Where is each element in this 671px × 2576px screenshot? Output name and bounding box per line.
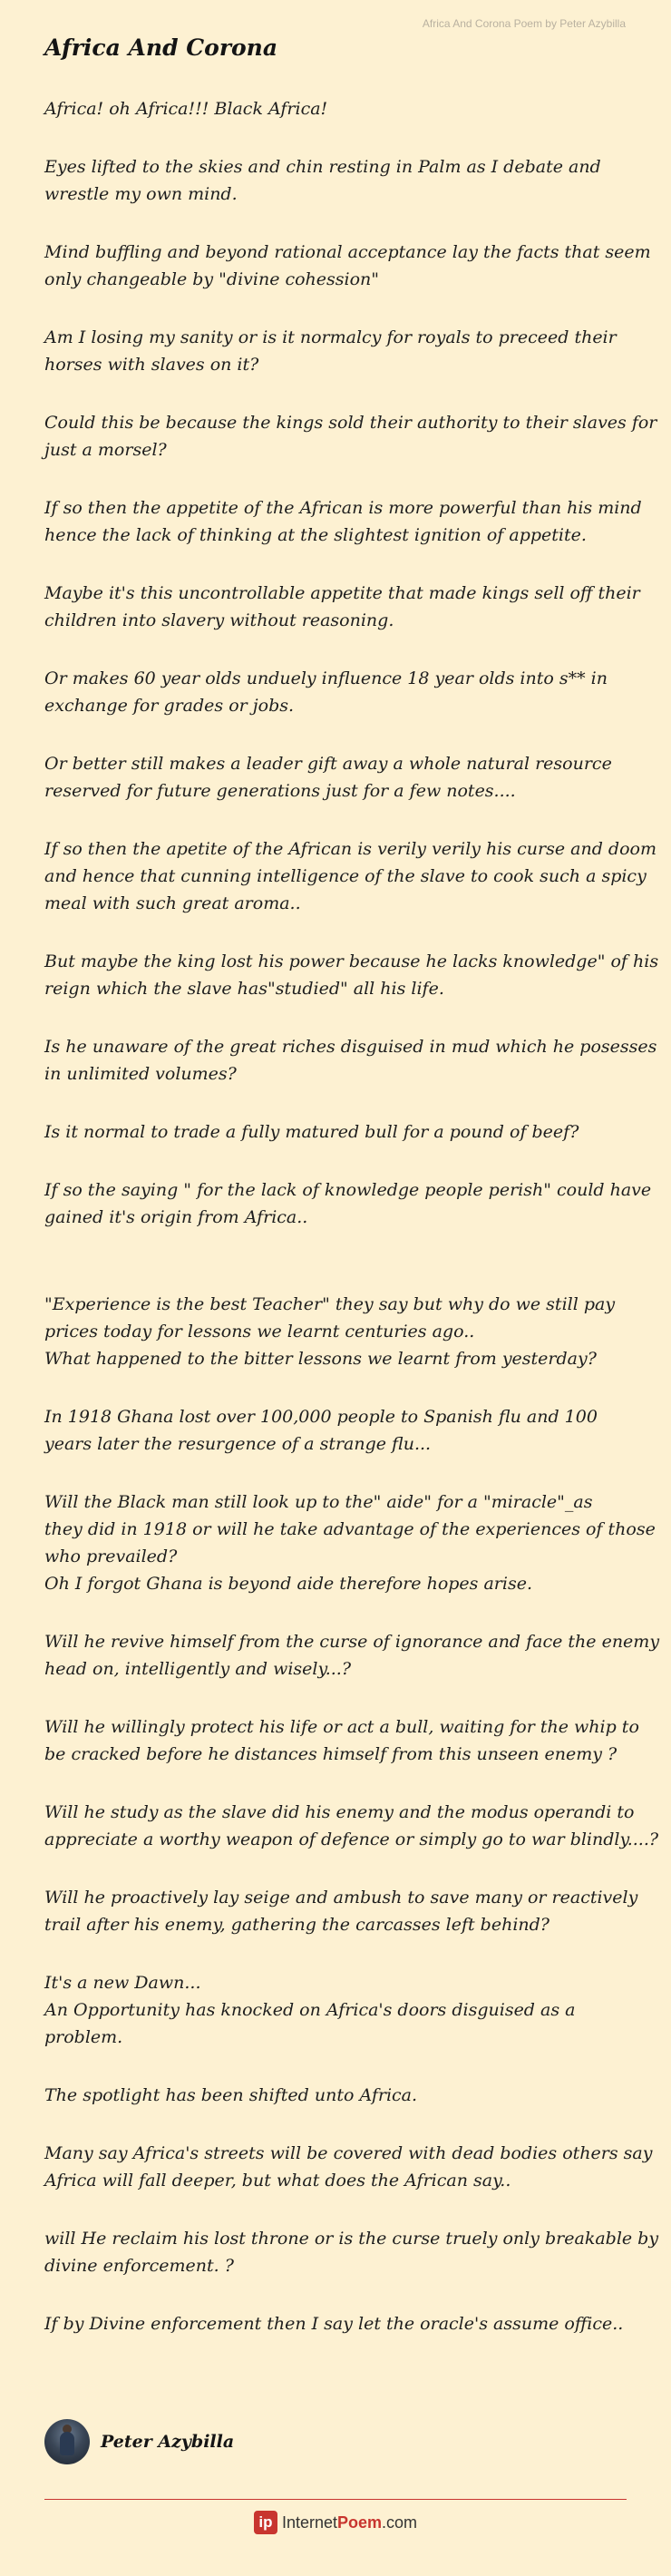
poem-line: Is it normal to trade a fully matured bull for a pound of beef? <box>44 1122 579 1142</box>
poem-line: Will the Black man still look up to the" aide" for a "miracle"_as <box>44 1492 593 1512</box>
poem-stanza <box>44 409 657 463</box>
brand-text[interactable] <box>282 2513 417 2532</box>
poem-line: Will he study as the slave did his enemy and the modus operandi to <box>44 1802 635 1822</box>
poem-line: Will he proactively lay seige and ambush to save many or reactively <box>44 1888 638 1908</box>
poem-stanza <box>44 1884 638 1938</box>
poem-line: Is he unaware of the great riches disguised in mud which he posesses <box>44 1037 657 1057</box>
poem-line: reign which the slave has"studied" all his life. <box>44 979 444 999</box>
poem-line: The spotlight has been shifted unto Africa. <box>44 2085 418 2105</box>
poem-line: Mind buffling and beyond rational acceptance lay the facts that seem <box>44 242 651 262</box>
poem-line: An Opportunity has knocked on Africa's doors disguised as a <box>44 2000 576 2020</box>
brand-suffix: Poem <box>337 2513 383 2532</box>
poem-line: If so then the apetite of the African is verily verily his curse and doom <box>44 839 656 859</box>
poem-line: Could this be because the kings sold their authority to their slaves for <box>44 413 657 433</box>
poem-line: years later the resurgence of a strange flu... <box>44 1434 432 1454</box>
poem-stanza <box>44 1628 660 1683</box>
poem-line: Many say Africa's streets will be covered with dead bodies others say <box>44 2143 653 2163</box>
poem-line: "Experience is the best Teacher" they say but why do we still pay <box>44 1294 616 1314</box>
poem-line: trail after his enemy, gathering the carcasses left behind? <box>44 1915 549 1935</box>
poem-stanza <box>44 324 629 378</box>
stanza-spacer <box>44 1262 629 1291</box>
page-header-credit: Africa And Corona Poem by Peter Azybilla <box>422 17 626 30</box>
poem-line: Will he revive himself from the curse of ignorance and face the enemy <box>44 1632 660 1652</box>
poem-line: appreciate a worthy weapon of defence or simply go to war blindly....? <box>44 1830 659 1849</box>
poem-line: exchange for grades or jobs. <box>44 696 295 716</box>
poem-line: What happened to the bitter lessons we learnt from yesterday? <box>44 1349 597 1369</box>
poem-stanza <box>44 2082 629 2109</box>
brand-prefix: Internet <box>281 2513 337 2532</box>
poem-line: If by Divine enforcement then I say let the oracle's assume office.. <box>44 2314 624 2334</box>
author-name-link[interactable]: Peter Azybilla <box>101 2432 235 2452</box>
poem-line: in unlimited volumes? <box>44 1064 237 1084</box>
poem-line: head on, intelligently and wisely...? <box>44 1659 352 1679</box>
poem-line: In 1918 Ghana lost over 100,000 people to Spanish flu and 100 <box>44 1407 598 1427</box>
poem-line: meal with such great aroma.. <box>44 893 301 913</box>
poem-line: and hence that cunning intelligence of the slave to cook such a spicy <box>44 866 647 886</box>
poem-stanza <box>44 1033 657 1088</box>
poem-stanza <box>44 1799 659 1853</box>
poem-line: wrestle my own mind. <box>44 184 238 204</box>
poem-stanza <box>44 2225 659 2279</box>
poem-line: reserved for future generations just for a few notes.... <box>44 781 516 801</box>
poem-stanza <box>44 494 642 549</box>
poem-stanza <box>44 1488 656 1597</box>
poem-stanza <box>44 1176 652 1231</box>
poem-line: horses with slaves on it? <box>44 355 259 375</box>
poem-stanza <box>44 1713 639 1768</box>
poem-line: Africa will fall deeper, but what does the African say.. <box>44 2171 511 2191</box>
poem-line: they did in 1918 or will he take advantage of the experiences of those <box>44 1519 656 1539</box>
ip-logo-icon: ip <box>254 2511 277 2534</box>
poem-stanza <box>44 1291 629 1372</box>
poem-line: be cracked before he distances himself from this unseen enemy ? <box>44 1744 618 1764</box>
poem-line: Will he willingly protect his life or act a bull, waiting for the whip to <box>44 1717 639 1737</box>
poem-stanza <box>44 665 629 719</box>
author-avatar[interactable] <box>44 2419 90 2464</box>
poem-line: only changeable by "divine cohession" <box>44 269 380 289</box>
poem-line: Eyes lifted to the skies and chin resting in Palm as I debate and <box>44 157 601 177</box>
poem-stanza <box>44 153 629 208</box>
avatar-figure-shape <box>60 2432 74 2455</box>
brand-tld: .com <box>382 2513 418 2532</box>
poem-line: will He reclaim his lost throne or is the curse truely only breakable by <box>44 2229 659 2249</box>
poem-line: who prevailed? <box>44 1547 178 1566</box>
poem-stanza <box>44 95 629 122</box>
poem-line: If so the saying " for the lack of knowledge people perish" could have <box>44 1180 652 1200</box>
poem-line: just a morsel? <box>44 440 167 460</box>
author-row[interactable] <box>44 2419 234 2464</box>
poem-line: If so then the appetite of the African is more powerful than his mind <box>44 498 642 518</box>
poem-line: Oh I forgot Ghana is beyond aide therefore hopes arise. <box>44 1574 532 1594</box>
poem-stanza <box>44 948 659 1002</box>
poem-stanza <box>44 580 640 634</box>
poem-line: prices today for lessons we learnt centuries ago.. <box>44 1322 475 1342</box>
poem-stanza <box>44 1403 629 1458</box>
poem-stanza <box>44 2140 653 2194</box>
poem-line: Am I losing my sanity or is it normalcy for royals to preceed their <box>44 327 617 347</box>
poem-line: Africa! oh Africa!!! Black Africa! <box>44 99 328 119</box>
poem-title: Africa And Corona <box>44 34 278 61</box>
poem-line: Or makes 60 year olds unduely influence 18 year olds into s** in <box>44 668 608 688</box>
poem-line: children into slavery without reasoning. <box>44 610 394 630</box>
poem-stanza <box>44 239 651 293</box>
poem-line: Or better still makes a leader gift away a whole natural resource <box>44 754 612 774</box>
poem-stanza <box>44 1969 629 2051</box>
poem-line: problem. <box>44 2027 123 2047</box>
poem-stanza <box>44 2310 629 2337</box>
poem-body <box>44 95 660 2368</box>
footer-divider <box>44 2499 627 2500</box>
poem-line: divine enforcement. ? <box>44 2256 234 2276</box>
poem-stanza <box>44 750 629 805</box>
poem-stanza <box>44 1118 629 1146</box>
poem-line: hence the lack of thinking at the slightest ignition of appetite. <box>44 525 587 545</box>
poem-line: gained it's origin from Africa.. <box>44 1207 308 1227</box>
footer-brand[interactable] <box>0 2511 671 2534</box>
poem-line: Maybe it's this uncontrollable appetite that made kings sell off their <box>44 583 640 603</box>
poem-stanza <box>44 835 656 917</box>
poem-line: But maybe the king lost his power because he lacks knowledge" of his <box>44 951 659 971</box>
poem-line: It's a new Dawn... <box>44 1973 201 1993</box>
